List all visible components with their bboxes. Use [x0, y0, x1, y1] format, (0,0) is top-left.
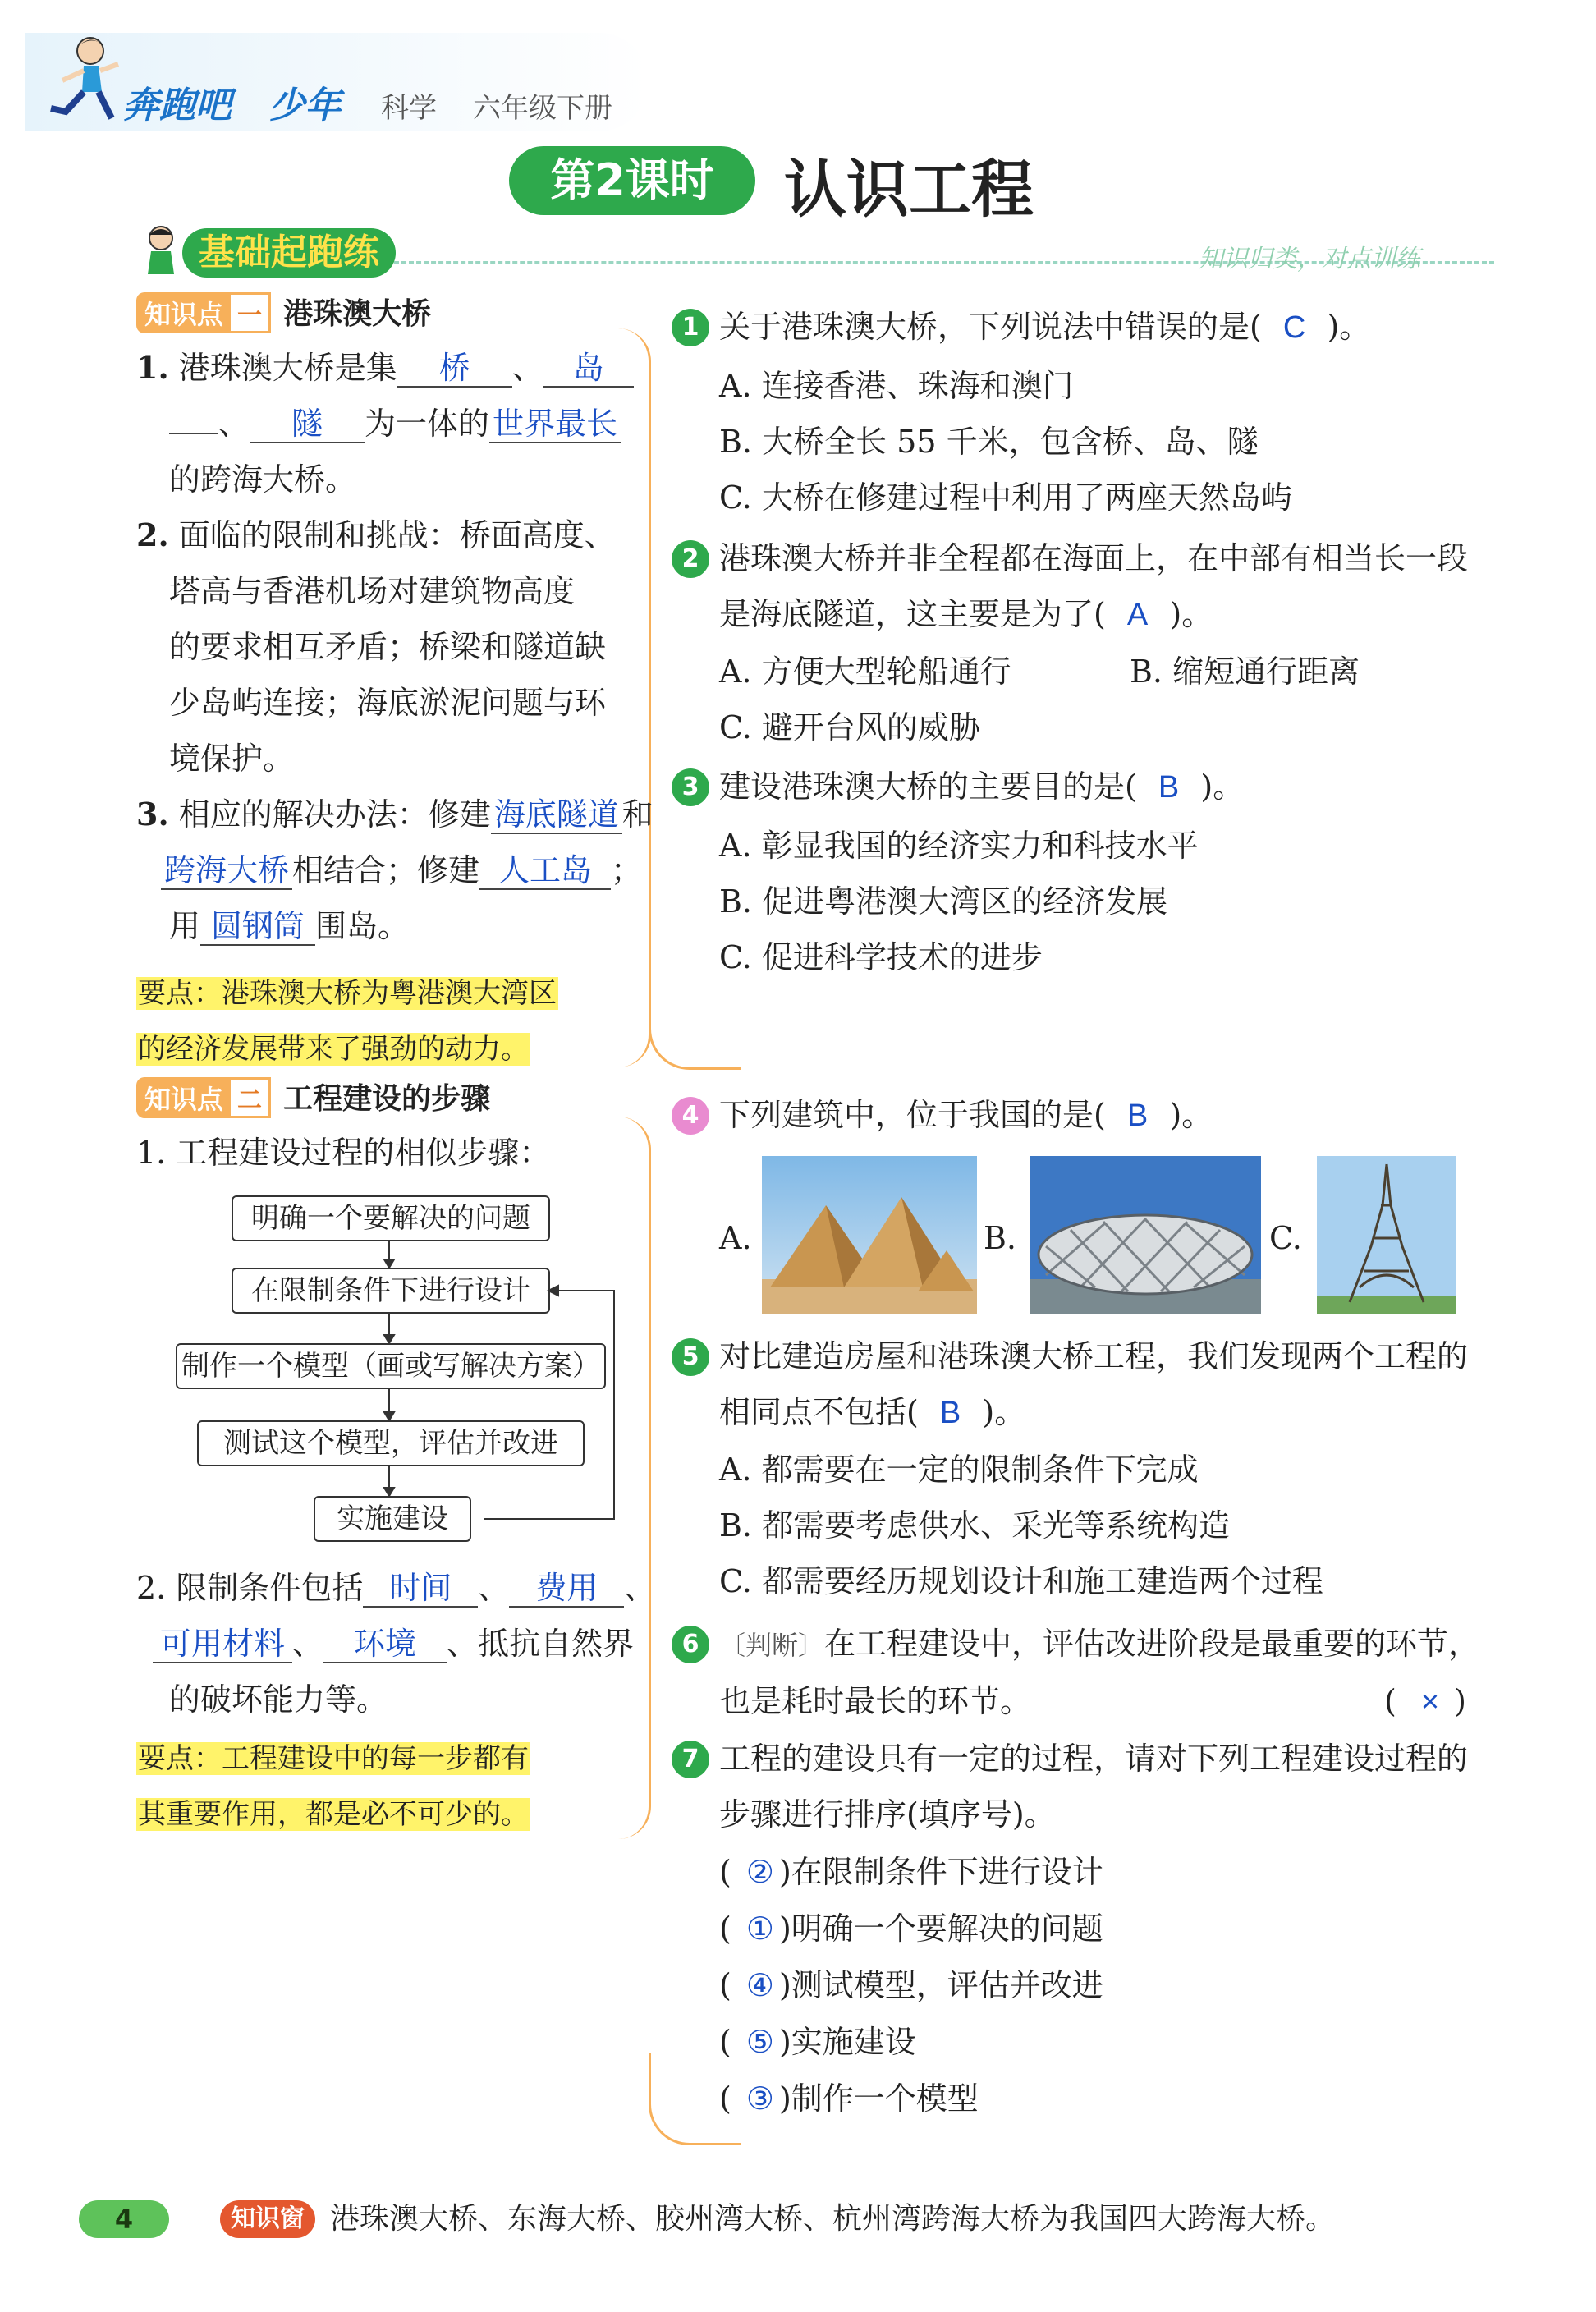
flow-step-build: 实施建设 [314, 1496, 471, 1542]
q6-answer: × [1420, 1685, 1440, 1719]
q1-stem-text: 关于港珠澳大桥，下列说法中错误的是( [719, 309, 1262, 345]
q4-label-b: B. [984, 1220, 1017, 1256]
q3-stem [719, 759, 1540, 815]
kp1-p3-text-d: 相结合；修建 [292, 852, 480, 888]
q6-answer-box: ( × ) [1384, 1683, 1466, 1719]
q5-options [719, 1442, 1323, 1609]
flow-step-test: 测试这个模型，评估并改进 [197, 1420, 585, 1466]
q3-stem-text: 建设港珠澳大桥的主要目的是( [719, 768, 1137, 805]
q7-item-answer: ⑤ [745, 2025, 774, 2060]
kp1-p1-text-c: 为一体的 [365, 406, 490, 442]
kp1-p3-text-a: 相应的解决办法：修建 [178, 796, 491, 833]
q7-item-text: )在限制条件下进行设计 [778, 1854, 1103, 1890]
q7-stem [719, 1731, 1573, 1842]
q2-number: 2 [672, 540, 709, 578]
section-badge: 基础起跑练 [182, 228, 396, 278]
kp2-p2-sep2: 、 [624, 1570, 656, 1606]
q7-stem-line1: 工程的建设具有一定的过程，请对下列工程建设过程的 [719, 1741, 1469, 1777]
q4-stem-end: )。 [1169, 1097, 1213, 1133]
q3-answer: B [1158, 770, 1180, 805]
q3-option: B. 促进粤港澳大湾区的经济发展 [719, 883, 1168, 920]
kp1-p2-line: 境保护。 [169, 741, 295, 777]
kp2-p2-text-c: 、抵抗自然界 [447, 1626, 635, 1662]
brand-part-a: 奔跑吧 [123, 85, 232, 126]
q1-stem-end: )。 [1327, 309, 1371, 345]
q1-option: C. 大桥在修建过程中利用了两座天然岛屿 [719, 479, 1292, 516]
kp1-p2-line: 少岛屿连接；海底淤泥问题与环 [169, 685, 607, 721]
q7-item-answer: ② [745, 1856, 774, 1890]
q2-option: B. 缩短通行距离 [1130, 654, 1360, 690]
q7-number: 7 [672, 1741, 709, 1778]
q6-judge-tag: 〔判断〕 [719, 1630, 825, 1661]
q2-option: A. 方便大型轮船通行 [719, 654, 1011, 690]
kp2-p2-sep1: 、 [478, 1570, 510, 1606]
right-group2-border [649, 2053, 741, 2145]
q5-answer: B [939, 1396, 961, 1430]
kp2-blank-time: 时间 [363, 1573, 478, 1608]
q4-number: 4 [672, 1097, 709, 1135]
q5-stem-end: )。 [982, 1394, 1026, 1430]
kp2-p2-text-d: 的破坏能力等。 [169, 1681, 388, 1718]
q7-item-answer: ④ [745, 1969, 774, 2003]
q4-label-a: A. [719, 1220, 752, 1256]
kp1-p1-sep2: 、 [218, 406, 250, 442]
kp1-p3-text-f: 用 [169, 908, 201, 944]
section-tagline: 知识归类，对点训练 [1199, 245, 1420, 273]
kp2-blank-cost: 费用 [509, 1573, 624, 1608]
q3-option: A. 彰显我国的经济实力和科技水平 [719, 828, 1199, 864]
kp1-p2-line: 塔高与香港机场对建筑物高度 [169, 573, 576, 609]
q2-stem-line2: 是海底隧道，这主要是为了( [719, 596, 1106, 632]
kp2-p2-text-a: 2. 限制条件包括 [136, 1570, 364, 1606]
eiffel-tower-image [1317, 1156, 1456, 1314]
q6-stem [719, 1616, 1573, 1729]
q3-options [719, 818, 1199, 985]
q2-answer: A [1126, 598, 1149, 632]
q7-item-answer: ① [745, 1912, 774, 1947]
knowledge-window-tag: 知识窗 [220, 2200, 315, 2238]
kp2-key-line: 其重要作用，都是必不可少的。 [138, 1798, 529, 1831]
kp2-key-line: 要点：工程建设中的每一步都有 [138, 1742, 529, 1775]
kp2-p2 [136, 1560, 662, 1727]
q4-label-c: C. [1269, 1220, 1302, 1256]
q2-options [719, 644, 1540, 755]
subject-label: 科学 [381, 92, 437, 125]
q7-item-text: )制作一个模型 [778, 2080, 979, 2117]
q5-number: 5 [672, 1338, 709, 1376]
kp1-p2-line: 面临的限制和挑战：桥面高度、 [178, 517, 616, 553]
kp1-blank-tunnel-sea: 海底隧道 [491, 800, 622, 834]
q1-number: 1 [672, 309, 709, 346]
q3-number: 3 [672, 768, 709, 806]
q5-stem [719, 1328, 1573, 1441]
kp1-p1-text-d: 的跨海大桥。 [169, 461, 357, 498]
flow-step-define-problem: 明确一个要解决的问题 [232, 1195, 550, 1241]
kp1-blank-longest: 世界最长 [489, 409, 621, 443]
kp1-p2-line: 的要求相互矛盾；桥梁和隧道缺 [169, 629, 607, 665]
kp2-p1: 1. 工程建设过程的相似步骤： [136, 1135, 551, 1171]
q1-option: B. 大桥全长 55 千米，包含桥、岛、隧 [719, 424, 1259, 460]
kp1-blank-island: 岛 [543, 353, 634, 388]
q6-stem-line1: 在工程建设中，评估改进阶段是最重要的环节， [824, 1626, 1480, 1662]
q7-item-text: )实施建设 [778, 2024, 916, 2060]
kp1-blank-bridge: 桥 [397, 353, 512, 388]
q1-option: A. 连接香港、珠海和澳门 [719, 368, 1074, 404]
q2-stem-end: )。 [1169, 596, 1213, 632]
kp1-p3-text-e: ； [611, 852, 643, 888]
q2-stem-line1: 港珠澳大桥并非全程都在海面上，在中部有相当长一段 [719, 540, 1469, 576]
q7-item: ( ② )在限制条件下进行设计 [719, 1854, 1103, 1890]
q1-options [719, 358, 1292, 525]
brand-part-b: 少年 [268, 85, 342, 126]
q7-item: ( ③ )制作一个模型 [719, 2080, 979, 2117]
kp1-tag: 知识点 [136, 292, 232, 333]
q1-answer: C [1282, 310, 1306, 345]
knowledge-window-text: 港珠澳大桥、东海大桥、胶州湾大桥、杭州湾跨海大桥为我国四大跨海大桥。 [330, 2202, 1336, 2236]
q7-stem-line2: 步骤进行排序(填序号)。 [719, 1796, 1056, 1833]
q7-item-answer: ③ [745, 2082, 774, 2117]
kp2-num: 二 [228, 1077, 271, 1118]
q5-option: A. 都需要在一定的限制条件下完成 [719, 1452, 1199, 1488]
page-number: 4 [79, 2200, 169, 2238]
kp1-key-line: 要点：港珠澳大桥为粤港澳大湾区 [138, 977, 557, 1010]
kp1-blank-tunnel: 隧 [250, 409, 365, 443]
q7-items [719, 1844, 1103, 2127]
q4-stem-text: 下列建筑中，位于我国的是( [719, 1097, 1106, 1133]
q7-item: ( ⑤ )实施建设 [719, 2024, 916, 2060]
kp2-tag: 知识点 [136, 1077, 232, 1118]
kp2-key-point [136, 1731, 637, 1842]
kp1-blank-sea-bridge: 跨海大桥 [161, 856, 292, 890]
q5-option: C. 都需要经历规划设计和施工建造两个过程 [719, 1563, 1323, 1599]
kp1-blank-steel-tube: 圆钢筒 [200, 911, 315, 946]
kp2-blank-environment: 环境 [323, 1629, 447, 1663]
kp1-p2-num: 2. [136, 516, 169, 553]
q3-option: C. 促进科学技术的进步 [719, 939, 1043, 975]
q5-stem-line1: 对比建造房屋和港珠澳大桥工程，我们发现两个工程的 [719, 1338, 1469, 1374]
q7-item-text: )测试模型，评估并改进 [778, 1967, 1103, 2003]
flow-step-model: 制作一个模型（画或写解决方案） [176, 1343, 606, 1389]
q7-item-text: )明确一个要解决的问题 [778, 1911, 1103, 1947]
lesson-title: 认识工程 [784, 153, 1034, 226]
kp1-p1-num: 1. [136, 349, 169, 386]
kp2-title: 工程建设的步骤 [283, 1082, 491, 1116]
birds-nest-stadium-image [1030, 1156, 1261, 1314]
q6-stem-line2: 也是耗时最长的环节。 [719, 1683, 1032, 1719]
lesson-tag: 第2课时 [509, 146, 755, 215]
q4-answer: B [1126, 1099, 1149, 1133]
q2-stem [719, 530, 1573, 643]
kp2-p2-sep3: 、 [292, 1626, 324, 1662]
q7-item: ( ① )明确一个要解决的问题 [719, 1911, 1103, 1947]
q5-stem-line2: 相同点不包括( [719, 1394, 919, 1430]
kp1-p1-sep1: 、 [511, 350, 543, 386]
pyramids-image [762, 1156, 977, 1314]
flow-step-design: 在限制条件下进行设计 [232, 1268, 550, 1314]
q3-stem-end: )。 [1200, 768, 1245, 805]
q4-stem [719, 1087, 1540, 1144]
kp1-blank-artificial-island: 人工岛 [479, 856, 611, 890]
kp2-blank-materials: 可用材料 [153, 1629, 292, 1663]
q6-number: 6 [672, 1626, 709, 1663]
q7-item: ( ④ )测试模型，评估并改进 [719, 1967, 1103, 2003]
kp1-key-line: 的经济发展带来了强劲的动力。 [138, 1033, 529, 1066]
kp1-p1-text-a: 港珠澳大桥是集 [178, 350, 397, 386]
kp1-p3-text-g: 围岛。 [315, 908, 410, 944]
kp1-num: 一 [228, 292, 271, 333]
grade-label: 六年级下册 [473, 92, 612, 125]
q1-stem [719, 299, 1540, 356]
kp1-p3-text-c: 和 [621, 796, 654, 833]
q2-option: C. 避开台风的威胁 [719, 709, 980, 745]
q5-option: B. 都需要考虑供水、采光等系统构造 [719, 1507, 1231, 1544]
kp1-title: 港珠澳大桥 [283, 297, 432, 331]
kp1-p3-num: 3. [136, 796, 169, 833]
right-group1-border [649, 985, 741, 1070]
